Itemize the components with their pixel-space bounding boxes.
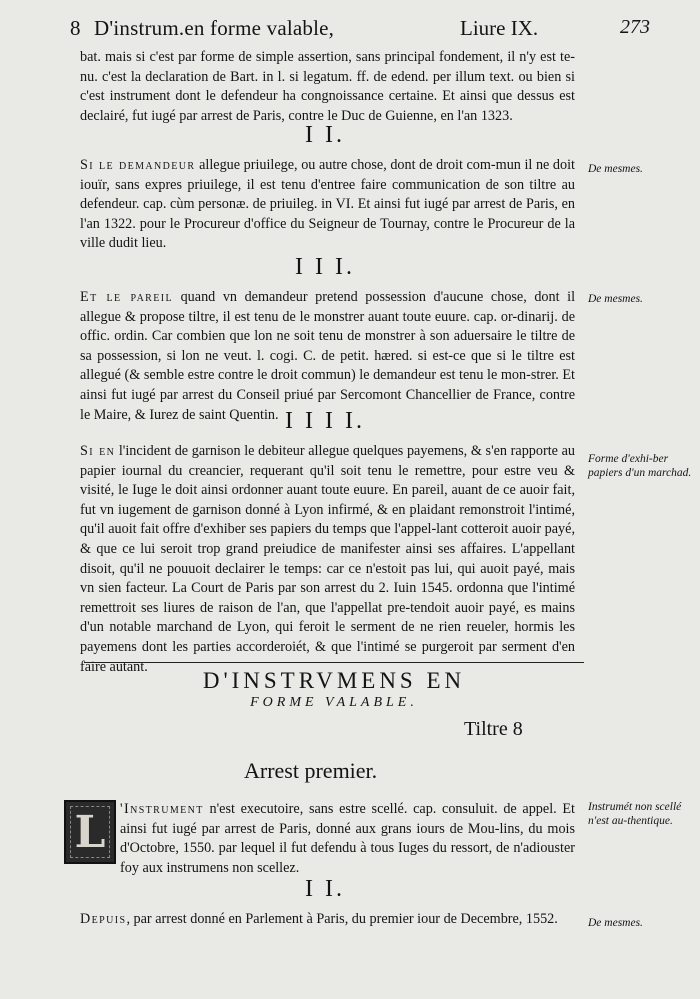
running-header <box>64 14 624 42</box>
section-2-lead: Si le demandeur <box>80 157 196 173</box>
section-subtitle: FORME VALABLE. <box>250 695 418 710</box>
title-number: Tiltre 8 <box>464 718 523 740</box>
arrest-1-text: n'est executoire, sans estre scellé. cap. consuluit. de appel. Et ainsi fut iugé par arrest de Paris, donné aux grans iours de Mou-lins, du mois d'Octobre, 1550. par lequel il fut defendu à tous Iuges du ressort, de n'adiouster foy aux instrumens non scellez. <box>120 801 575 876</box>
arrest-number-2: I I. <box>305 876 345 902</box>
decorated-initial-letter: L <box>74 806 106 858</box>
margin-note-2: De mesmes. <box>588 163 643 175</box>
section-4-text: l'incident de garnison le debiteur allegue quelques payemens, & s'en rapporte au papier iournal du creancier, requerant qu'il soit tenu le remettre, pour estre veu & visité, le Iuge le doit ainsi ordonner auant toute euure. En pareil, auant de ce auoir fait, fut vn iugement de garnison donné à Lyon infirmé, & en plaidant remonstroit l'intimé, qu'il auoit fait offre d'exhiber ses papiers du temps que l'appel-lant cotteroit auoir payé, & que ce lui seroit trop grand preiudice de manifester ainsi ses affaires. L'appellant disoit, qu'il ne pouuoit declairer le temps: car ce n'estoit pas lui, qui auoit payé, mais vn sien facteur. La Court de Paris par son arrest du 2. Iuin 1545. ordonna que l'intimé remettroit ses liures de raison de l'an, que l'appellat pre-tendoit auoir payé, es mains d'un notable marchand de Lyon, qui feroit le serment de ne rien reueler, hormis les payemens dont les parties accorderoiét, & que l'intimé se purgeroit par serment d'en faire autant. <box>80 443 575 675</box>
section-3-paragraph <box>80 288 575 425</box>
section-title: D'INSTRVMENS EN <box>202 668 466 693</box>
arrest-1-paragraph <box>120 800 575 878</box>
section-4-lead: Si en <box>80 443 116 459</box>
section-number-2: I I. <box>305 122 345 148</box>
section-number-4: I I I I. <box>285 408 365 434</box>
section-2-paragraph <box>80 156 575 254</box>
margin-note-3: De mesmes. <box>588 293 643 305</box>
section-2-text: allegue priuilege, ou autre chose, dont de droit com-mun il ne doit iouïr, sans expres priuilege, il est tenu d'entree faire communication de son tiltre au defendeur. cap. cùm personæ. de priuileg. in VI. Et ainsi fut iugé par arrest de Paris, en l'an 1322. pour le Procureur d'office du Seigneur de Tournay, contre le Procureur de la ville dudit lieu. <box>80 157 575 252</box>
section-4-paragraph <box>80 442 575 677</box>
arrest-heading: Arrest premier. <box>244 758 378 783</box>
initial-ornament <box>70 806 110 858</box>
decorated-initial <box>64 800 116 864</box>
section-3-text: quand vn demandeur pretend possession d'aucune chose, dont il allegue & propose tiltre, il est tenu de le monstrer auant toute euure. cap. or-dinarij. de offic. ordin. Car combien que lon ne soit tenu de monstrer à son aduersaire le tiltre de sa possession, si lon ne veut. l. cogi. C. de petit. hæred. si est-ce que si le tiltre est allegué (& semble estre contre le droit commun) le demandeur est tenu le mon-strer. Et ainsi fut iugé par arrest du Conseil priué par Sercomont Chancellier de France, contre le Maire, & Iurez de saint Quentin. <box>80 289 576 423</box>
folio-left: 8 <box>70 16 81 40</box>
arrest-2-lead: Depuis <box>80 911 127 927</box>
running-title: D'instrum.en forme valable, <box>94 16 335 40</box>
intro-paragraph: bat. mais si c'est par forme de simple assertion, sans principal fondement, il n'y est te-nu. c'est la declaration de Bart. in l. si legatum. ff. de edend. per illum text. ou bien si c'est instrument dont le defendeur ha congnoissance certaine. Et ainsi que dessus est declairé, fut iugé par arrest de Paris, contre le Duc de Guienne, en l'an 1323. <box>80 49 575 124</box>
margin-note-4: Forme d'exhi-ber papiers d'un marchad. <box>588 453 692 479</box>
book-number: Liure IX. <box>460 16 539 40</box>
arrest-1-lead: 'Instrument <box>120 801 204 817</box>
arrest-2-text: , par arrest donné en Parlement à Paris, du premier iour de Decembre, 1552. <box>126 911 558 927</box>
section-number-3: I I I. <box>295 254 355 280</box>
margin-note-arrest-1: Instrumét non scellé n'est au-thentique. <box>588 801 682 827</box>
margin-note-arrest-2: De mesmes. <box>588 917 643 929</box>
arrest-2-paragraph <box>80 910 575 930</box>
page-number: 273 <box>620 16 650 38</box>
section-divider <box>84 662 584 663</box>
section-3-lead: Et le pareil <box>80 289 174 305</box>
